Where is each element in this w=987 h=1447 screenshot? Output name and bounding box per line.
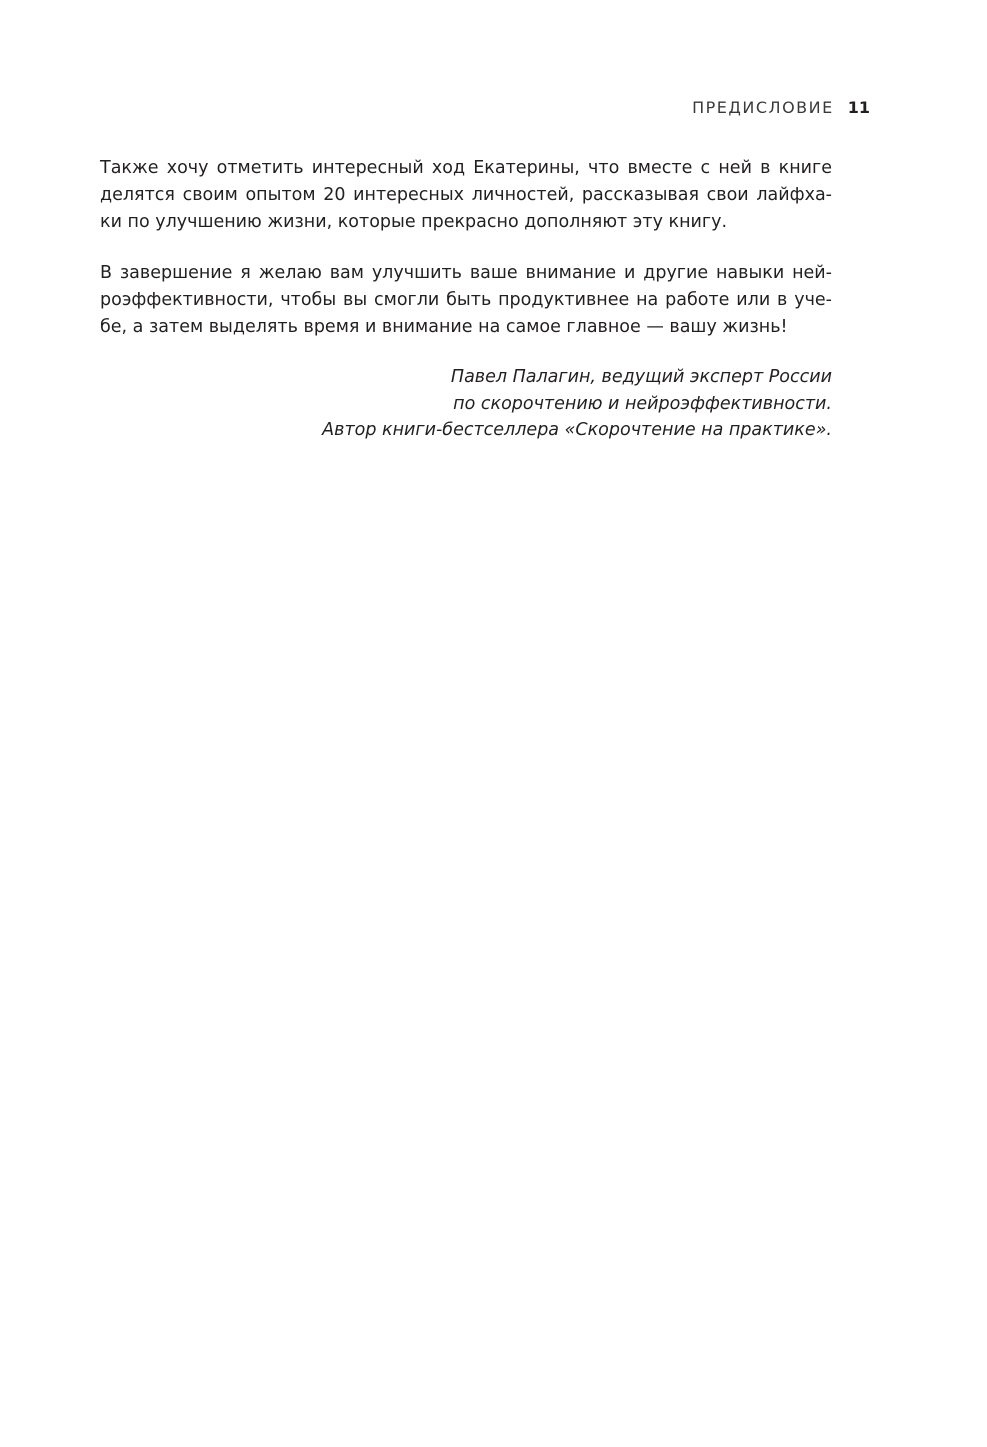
running-head	[692, 97, 870, 119]
paragraph-line: ки по улучшению жизни, которые прекрасно дополняют эту книгу.	[100, 212, 728, 232]
paragraph-line: Также хочу отметить интересный ход Екатерины, что вместе с ней в книге	[100, 158, 832, 178]
page-number: 11	[847, 98, 870, 117]
signature-line: по скорочтению и нейроэффективности.	[453, 393, 832, 414]
paragraph-1	[100, 155, 832, 236]
paragraph-2	[100, 260, 832, 341]
signature-line: Автор книги-бестселлера «Скорочтение на практике».	[322, 420, 832, 440]
section-title: ПРЕДИСЛОВИЕ	[692, 98, 834, 117]
paragraph-line: бе, а затем выделять время и внимание на самое главное — вашу жизнь!	[100, 317, 788, 337]
author-signature	[322, 364, 832, 444]
paragraph-line: делятся своим опытом 20 интересных личностей, рассказывая свои лайфха-	[100, 185, 832, 205]
signature-line: Павел Палагин, ведущий эксперт России	[450, 367, 832, 387]
paragraph-line: В завершение я желаю вам улучшить ваше внимание и другие навыки ней-	[100, 263, 832, 283]
paragraph-line: роэффективности, чтобы вы смогли быть продуктивнее на работе или в уче-	[100, 290, 832, 310]
